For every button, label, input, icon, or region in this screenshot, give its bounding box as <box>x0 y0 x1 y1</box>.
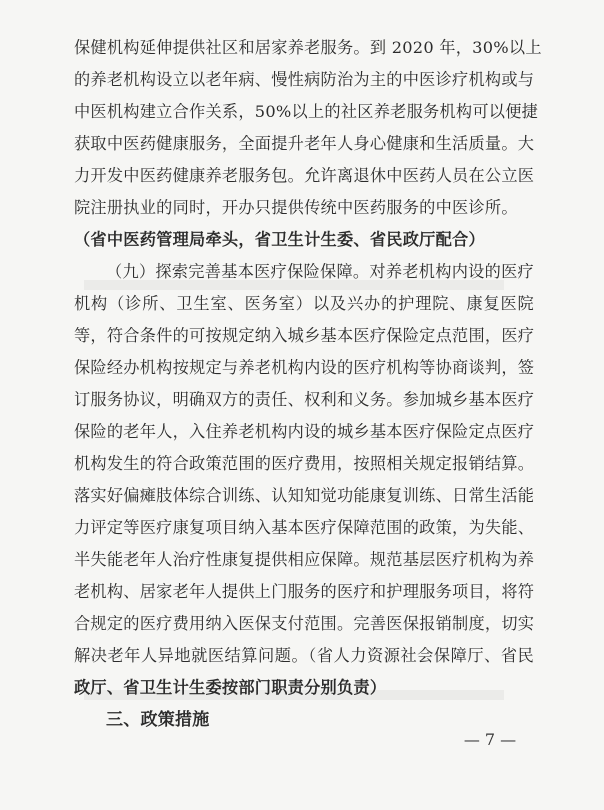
body-text-line: 半失能老年人治疗性康复提供相应保障。规范基层医疗机构为养 <box>74 550 535 569</box>
page-number: — 7 — <box>463 730 517 749</box>
body-text-line: 等，符合条件的可按规定纳入城乡基本医疗保险定点范围，医疗 <box>74 326 535 345</box>
body-text-line: 老机构、居家老年人提供上门服务的医疗和护理服务项目，将符 <box>74 582 535 601</box>
responsibility-note: 政厅、省卫生计生委按部门职责分别负责） <box>74 678 387 697</box>
body-text-line: 机构（诊所、卫生室、医务室）以及兴办的护理院、康复医院 <box>74 294 534 313</box>
body-text-line: 落实好偏瘫肢体综合训练、认知知觉功能康复训练、日常生活能 <box>74 486 535 505</box>
body-text-line: 订服务协议，明确双方的责任、权利和义务。参加城乡基本医疗 <box>74 390 535 409</box>
body-text-line: 解决老年人异地就医结算问题。（省人力资源社会保障厅、省民 <box>74 646 534 665</box>
body-text-line: 中医机构建立合作关系，50%以上的社区养老服务机构可以便捷 <box>74 102 539 121</box>
body-text-line: 院注册执业的同时，开办只提供传统中医药服务的中医诊所。 <box>74 198 518 217</box>
body-text-line: 获取中医药健康服务，全面提升老年人身心健康和生活质量。大 <box>74 134 535 153</box>
body-text-line: 保健机构延伸提供社区和居家养老服务。到 2020 年，30%以上 <box>74 38 542 57</box>
body-text-line: 力开发中医药健康养老服务包。允许离退休中医药人员在公立医 <box>74 166 535 185</box>
section-9-heading-line: （九）探索完善基本医疗保险保障。对养老机构内设的医疗 <box>106 262 534 281</box>
responsibility-note: （省中医药管理局牵头，省卫生计生委、省民政厅配合） <box>74 230 485 249</box>
body-text-line: 力评定等医疗康复项目纳入基本医疗保障范围的政策，为失能、 <box>74 518 535 537</box>
body-text-line: 保险经办机构按规定与养老机构内设的医疗机构等协商谈判，签 <box>74 358 535 377</box>
body-text-line: 的养老机构设立以老年病、慢性病防治为主的中医诊疗机构或与 <box>74 70 535 89</box>
body-text-line: 保险的老年人，入住养老机构内设的城乡基本医疗保险定点医疗 <box>74 422 535 441</box>
section-heading: 三、政策措施 <box>106 710 210 730</box>
body-text-line: 合规定的医疗费用纳入医保支付范围。完善医保报销制度，切实 <box>74 614 535 633</box>
body-text-line: 机构发生的符合政策范围的医疗费用，按照相关规定报销结算。 <box>74 454 535 473</box>
